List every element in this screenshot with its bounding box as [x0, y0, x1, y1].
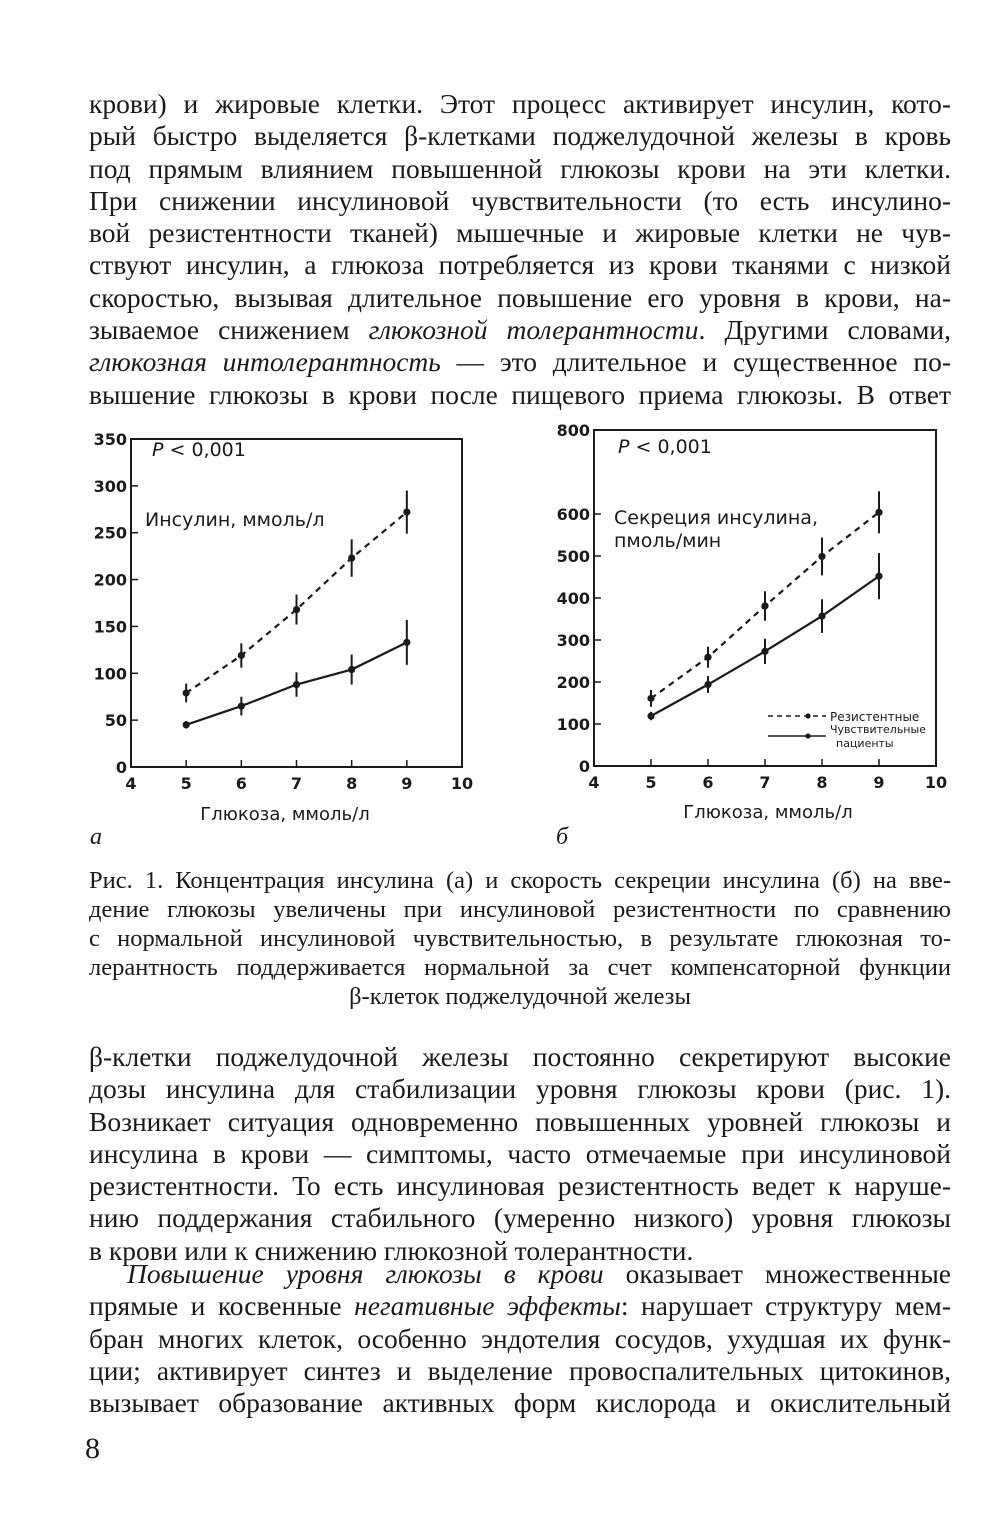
paragraph-bottom — [89, 1258, 951, 1419]
data-point — [704, 654, 711, 661]
text-line: Повышение уровня глюкозы в крови оказывает множественные — [127, 1258, 952, 1289]
text-line: ствуют инсулин, а глюкоза потребляется из крови тканями с низкой — [89, 249, 951, 281]
text-line: скоростью, вызывая длительное повышение его уровня в крови, на- — [89, 281, 951, 313]
text-line: глюкозная интолерантность — это длительное и существенное по- — [89, 346, 951, 378]
y-tick-label: 300 — [93, 476, 127, 496]
x-tick-label: 9 — [401, 774, 413, 793]
legend-label: Резистентные — [830, 710, 920, 724]
y-tick-label: 200 — [93, 570, 127, 590]
italic-term: Повышение уровня глюкозы в крови — [127, 1258, 604, 1289]
y-tick-label: 400 — [556, 589, 590, 608]
text-line: под прямым влиянием повышенной глюкозы крови на эти клетки. — [89, 152, 951, 184]
x-axis-label: Глюкоза, ммоль/л — [683, 802, 853, 823]
y-tick-label: 50 — [104, 711, 127, 731]
data-point — [403, 639, 410, 646]
y-tick-label: 350 — [93, 430, 127, 449]
x-tick-label: 5 — [180, 774, 192, 793]
text-line: бран многих клеток, особенно эндотелия сосудов, ухудшая их функ- — [89, 1322, 951, 1354]
text-line: в крови или к снижению глюкозной толерантности. — [89, 1234, 694, 1266]
x-tick-label: 7 — [290, 774, 303, 793]
caption-line: лерантность поддерживается нормальной за счет компенсаторной функции — [89, 954, 951, 981]
figure-caption — [89, 866, 951, 1011]
italic-term: глюкозная интолерантность — [89, 346, 441, 378]
caption-line: дение глюкозы увеличены при инсулиновой резистентности по сравнению — [89, 896, 951, 923]
text-line: прямые и косвенные негативные эффекты: нарушает структуру мем- — [89, 1290, 951, 1322]
y-tick-label: 0 — [115, 758, 127, 777]
text-line: ции; активирует синтез и выделение провоспалительных цитокинов, — [89, 1354, 951, 1386]
x-tick-label: 4 — [588, 773, 600, 792]
x-tick-label: 8 — [346, 774, 358, 793]
data-point — [403, 508, 410, 515]
data-point — [348, 666, 355, 673]
y-tick-label: 150 — [93, 617, 127, 637]
paragraph-top — [89, 88, 951, 411]
text-line: зываемое снижением глюкозной толерантности. Другими словами, — [89, 314, 952, 346]
text-line: Возникает ситуация одновременно повышенных уровней глюкозы и — [89, 1105, 951, 1137]
y-tick-label: 200 — [556, 673, 590, 692]
paragraph-middle — [89, 1041, 951, 1267]
y-tick-label: 600 — [556, 505, 590, 524]
legend-label: пациенты — [836, 737, 894, 750]
y-tick-label: 300 — [556, 631, 590, 650]
p-value-annotation: P < 0,001 — [618, 436, 712, 458]
data-point — [293, 681, 300, 688]
x-tick-label: 8 — [816, 773, 828, 792]
x-tick-label: 9 — [873, 773, 885, 792]
x-tick-label: 6 — [235, 774, 247, 793]
x-tick-label: 5 — [645, 773, 657, 792]
data-point — [348, 554, 355, 561]
text-line: нию поддержания стабильного (умеренно низкого) уровня глюкозы — [89, 1202, 951, 1234]
text-line: крови) и жировые клетки. Этот процесс активирует инсулин, кото- — [89, 88, 951, 119]
data-point — [761, 648, 768, 655]
caption-line: β-клеток поджелудочной железы — [349, 983, 691, 1010]
chart-title: Секреция инсулина, — [614, 507, 818, 529]
text-line: вой резистентности тканей) мышечные и жировые клетки не чув- — [89, 217, 951, 249]
panel-label: б — [556, 824, 569, 850]
panel-label: а — [90, 824, 102, 850]
y-tick-label: 250 — [93, 523, 127, 543]
x-tick-label: 7 — [759, 773, 771, 792]
italic-term: негативные эффекты — [354, 1290, 621, 1322]
y-tick-label: 0 — [578, 757, 590, 776]
data-point — [647, 695, 654, 702]
text-line: резистентности. То есть инсулиновая резистентность ведет к наруше- — [89, 1170, 951, 1202]
text-line: дозы инсулина для стабилизации уровня глюкозы крови (рис. 1). — [89, 1073, 951, 1105]
data-point — [818, 612, 825, 619]
data-point — [647, 712, 654, 719]
caption-line: с нормальной инсулиновой чувствительностью, в результате глюкозная то- — [89, 925, 951, 952]
data-point — [818, 553, 825, 560]
chart-b-secretion — [550, 420, 970, 850]
y-tick-label: 800 — [556, 421, 590, 440]
y-tick-label: 100 — [93, 664, 127, 684]
caption-line: Рис. 1. Концентрация инсулина (а) и скорость секреции инсулина (б) на вве- — [89, 867, 951, 894]
page-number: 8 — [85, 1432, 100, 1465]
data-point — [183, 721, 190, 728]
x-tick-label: 10 — [924, 773, 948, 792]
data-point — [704, 681, 711, 688]
data-point — [183, 689, 190, 696]
chart-title: пмоль/мин — [614, 530, 722, 552]
text-line: рый быстро выделяется β-клетками поджелудочной железы в кровь — [89, 120, 951, 152]
text-line: При снижении инсулиновой чувствительности (то есть инсулино- — [89, 184, 951, 216]
text-line: инсулина в крови — симптомы, часто отмечаемые при инсулиновой — [89, 1137, 951, 1169]
text-line: β-клетки поджелудочной железы постоянно секретируют высокие — [89, 1041, 951, 1072]
italic-term: глюкозной толерантности — [368, 314, 699, 346]
legend-label: Чувствительные — [830, 723, 926, 736]
legend-marker — [805, 713, 810, 718]
data-point — [238, 652, 245, 659]
x-tick-label: 6 — [702, 773, 714, 792]
data-point — [293, 606, 300, 613]
data-point — [238, 702, 245, 709]
legend-marker — [805, 733, 810, 738]
y-tick-label: 100 — [556, 715, 590, 734]
data-point — [761, 602, 768, 609]
text-line: вызывает образование активных форм кислорода и окислительный — [89, 1387, 951, 1419]
p-value-annotation: P < 0,001 — [152, 439, 246, 461]
data-point — [875, 573, 882, 580]
text-line: вышение глюкозы в крови после пищевого приема глюкозы. В ответ — [89, 378, 951, 410]
data-point — [875, 509, 882, 516]
y-tick-label: 500 — [556, 547, 590, 566]
x-axis-label: Глюкоза, ммоль/л — [200, 804, 370, 825]
chart-a-insulin — [85, 420, 505, 850]
chart-title: Инсулин, ммоль/л — [145, 509, 325, 531]
x-tick-label: 10 — [450, 774, 474, 793]
x-tick-label: 4 — [125, 774, 137, 793]
